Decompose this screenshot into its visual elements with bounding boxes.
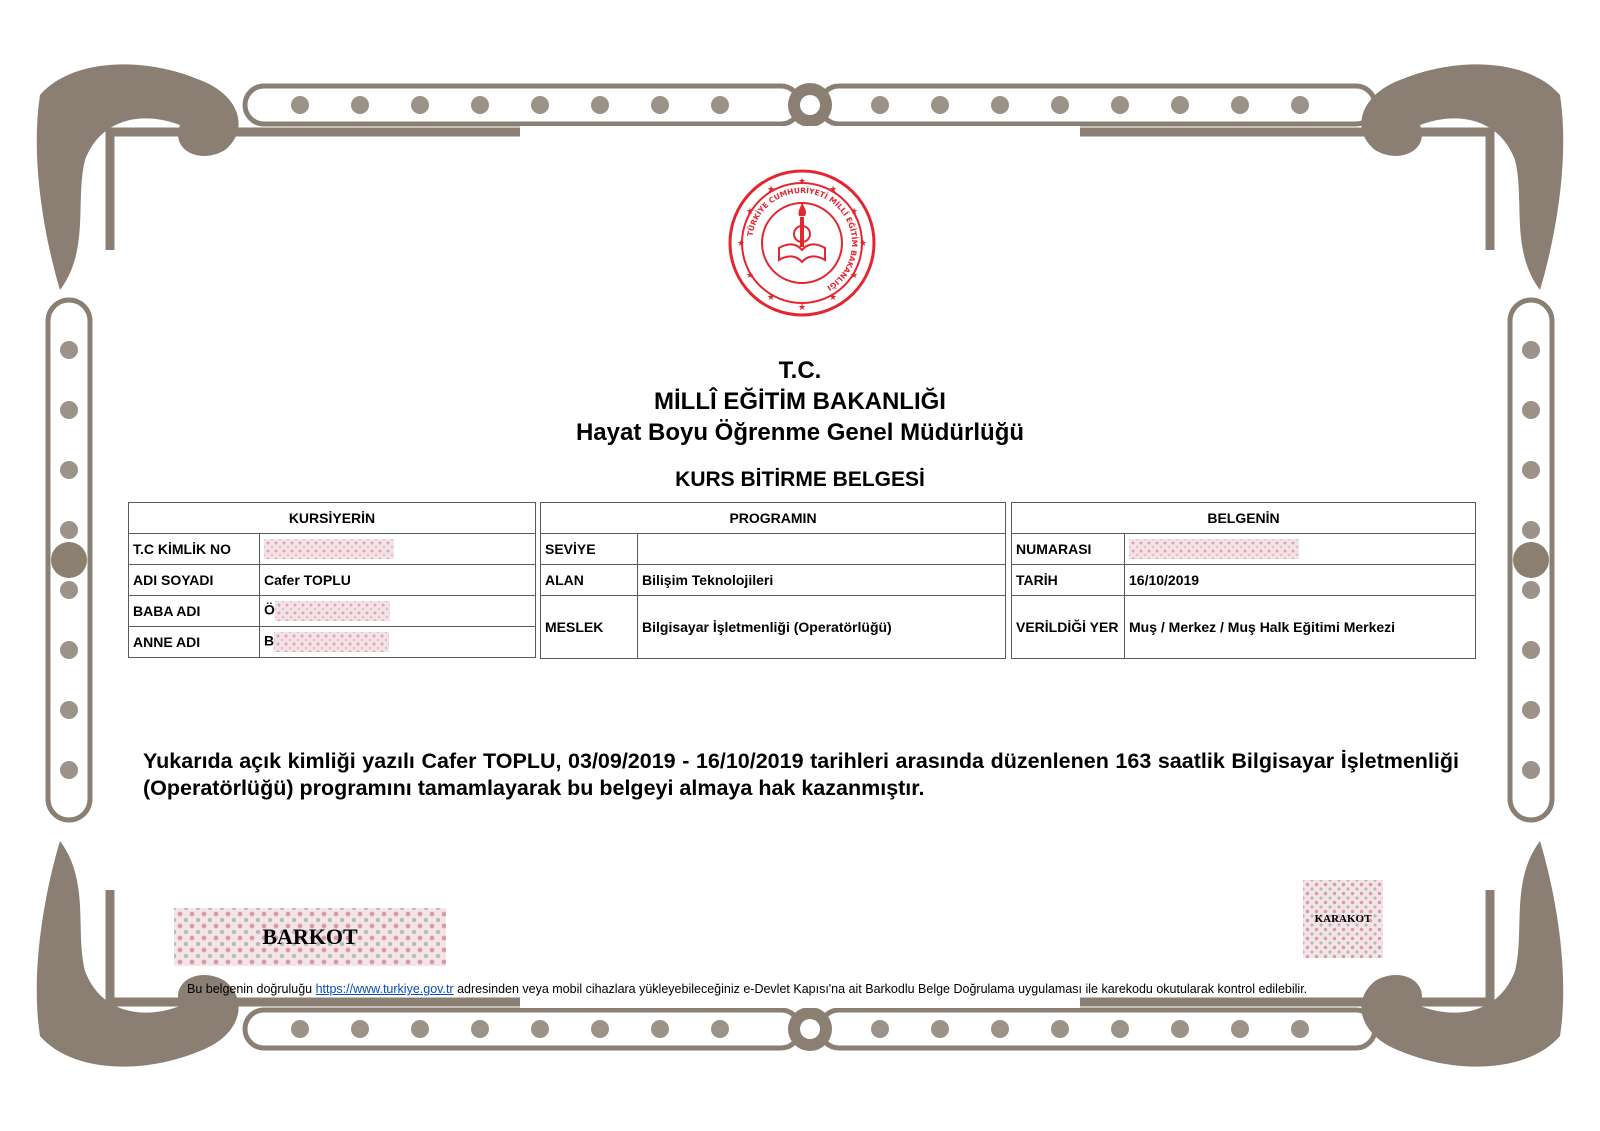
level-label: SEVİYE [541,534,638,565]
svg-text:★: ★ [797,302,807,312]
issuer-header [0,355,1600,448]
name-value: Cafer TOPLU [260,565,536,596]
date-label: TARİH [1012,565,1125,596]
redacted-tc-number [264,539,394,559]
redacted-certificate-number [1129,539,1299,559]
job-value: Bilgisayar İşletmenliği (Operatörlüğü) [638,596,1006,659]
number-value [1125,534,1476,565]
redacted-mother-name [274,632,389,652]
program-heading: PROGRAMIN [541,503,1006,534]
directorate-name: Hayat Boyu Öğrenme Genel Müdürlüğü [575,419,1025,446]
field-label: ALAN [541,565,638,596]
number-label: NUMARASI [1012,534,1125,565]
trainee-heading: KURSİYERİN [129,503,536,534]
certificate-heading: BELGENİN [1012,503,1476,534]
trainee-table [128,502,536,658]
completion-statement: Yukarıda açık kimliği yazılı Cafer TOPLU, 03/09/2019 - 16/10/2019 tarihleri arasında düzenlenen 163 saatlik Bilgisayar İşletmenliği (Operatörlüğü) programını tamamlayarak bu belgeyi almaya hak kazanmıştır. [143,749,1459,800]
program-table [540,502,1006,659]
father-value [260,596,536,627]
svg-text:★: ★ [745,206,755,216]
verification-text-before: Bu belgenin doğruluğu [187,982,316,996]
field-value: Bilişim Teknolojileri [638,565,1006,596]
redacted-father-name [275,601,390,621]
level-value [638,534,1006,565]
qr-code-placeholder: KARAKOT [1303,880,1383,958]
mother-label: ANNE ADI [129,627,260,658]
svg-text:★: ★ [766,184,776,194]
job-label: MESLEK [541,596,638,659]
verification-text-after: adresinden veya mobil cihazlara yükleyebileceğiniz e-Devlet Kapısı'na ait Barkodlu Belge Doğrulama uygulaması ile karekodu okutularak kontrol edilebilir. [453,982,1308,996]
ministry-seal-logo [727,168,877,318]
document-title: KURS BİTİRME BELGESİ [675,468,925,491]
place-value: Muş / Merkez / Muş Halk Eğitimi Merkezi [1125,596,1476,659]
place-label: VERİLDİĞİ YER [1012,596,1125,659]
mother-initial: B [264,632,275,649]
svg-text:★: ★ [828,184,838,194]
father-label: BABA ADI [129,596,260,627]
svg-text:TÜRKİYE CUMHURİYETİ MİLLÎ EĞİT: TÜRKİYE CUMHURİYETİ MİLLÎ EĞİTİM BAKANLIĞI [745,185,860,293]
certificate-info-table [1011,502,1476,659]
turkiye-gov-link[interactable]: https://www.turkiye.gov.tr [315,982,454,996]
tc-value [260,534,536,565]
tc-label: T.C KİMLİK NO [129,534,260,565]
svg-text:★: ★ [766,292,776,302]
svg-text:★: ★ [849,206,859,216]
svg-text:★: ★ [797,176,807,186]
svg-text:★: ★ [736,238,746,248]
mother-value [260,627,536,658]
date-value: 16/10/2019 [1125,565,1476,596]
country-abbrev: T.C. [778,357,822,384]
svg-text:★: ★ [849,270,859,280]
father-initial: Ö [264,601,275,618]
verification-note [187,982,1427,996]
svg-text:★: ★ [828,292,838,302]
svg-text:★: ★ [858,238,868,248]
name-label: ADI SOYADI [129,565,260,596]
barcode-placeholder: BARKOT [174,908,446,966]
ministry-name: MİLLÎ EĞİTİM BAKANLIĞI [654,388,946,415]
svg-text:★: ★ [745,270,755,280]
